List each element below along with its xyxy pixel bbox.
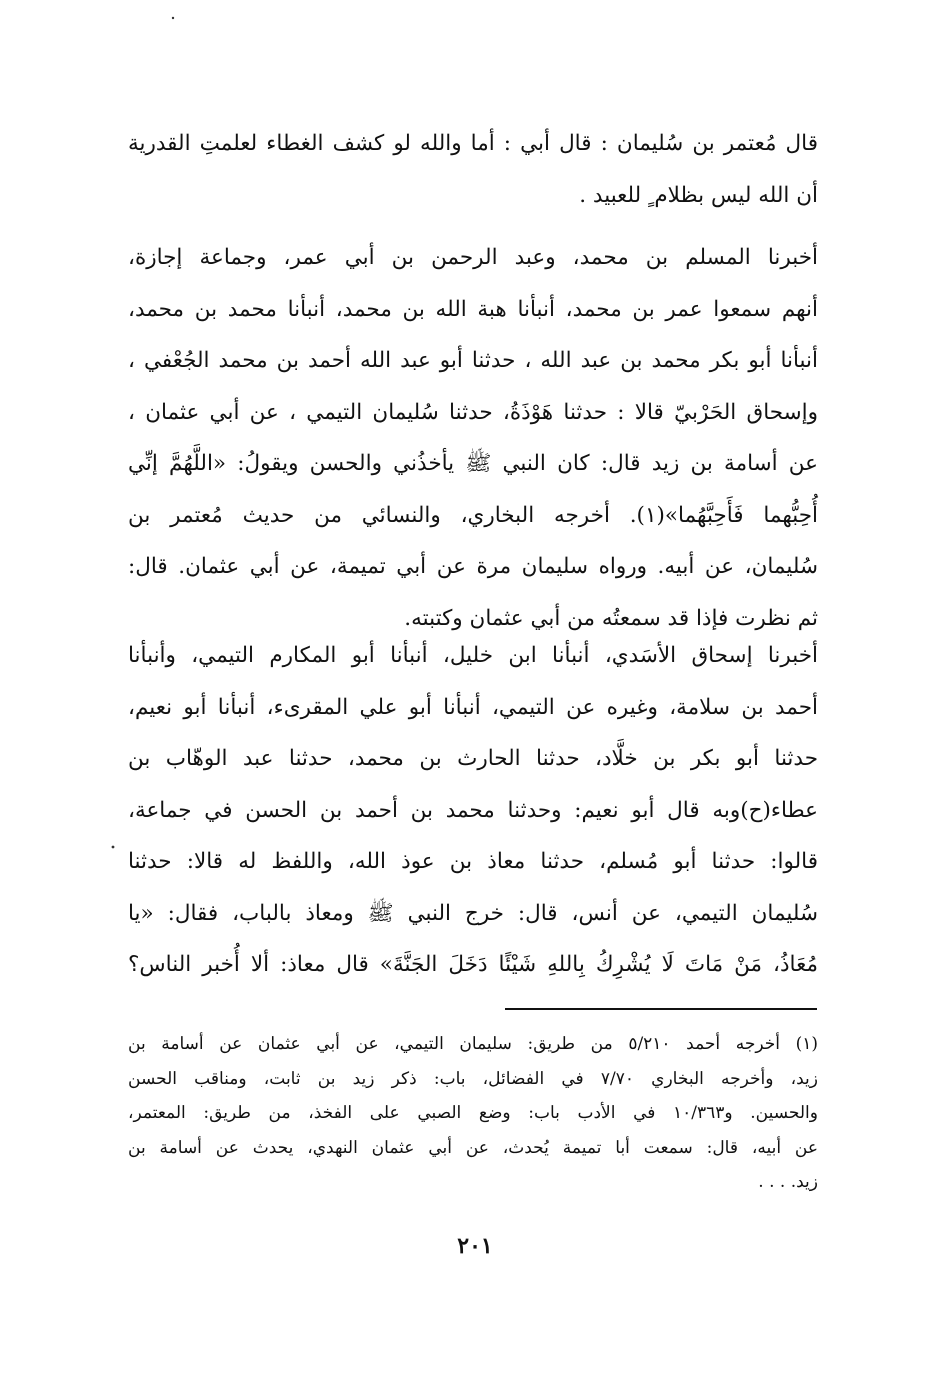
text-line: ثم نظرت فإذا قد سمعتُه من أبي عثمان وكتبته. (404, 605, 818, 631)
footnote-line: والحسين. و١٠/٣٦٣ في الأدب باب: وضع الصبي على الفخذ، من طريق: المعتمر، (128, 1103, 818, 1123)
speck (172, 17, 174, 19)
text-line: أن الله ليس بظلام ٍ للعبيد . (579, 182, 818, 208)
text-line: مُعَاذُ، مَنْ مَاتَ لَا يُشْرِكُ بِاللهِ شَيْئًا دَخَلَ الجَنَّةَ» قال معاذ: ألا أُخبر الناس؟ (128, 952, 818, 977)
text-line: سُليمان التيمي، عن أنس، قال: خرج النبي ﷺ ومعاذ بالباب، فقال: «يا (128, 900, 818, 926)
text-line: حدثنا أبو بكر بن خلَّاد، حدثنا الحارث بن محمد، حدثنا عبد الوهّاب بن (128, 746, 818, 771)
text-line: أحمد بن سلامة، وغيره عن التيمي، أنبأنا أبو علي المقرىء، أنبأنا أبو نعيم، (128, 694, 818, 720)
text-line: عطاء(ح)وبه قال أبو نعيم: وحدثنا محمد بن أحمد بن الحسن في جماعة، (128, 797, 818, 823)
footnote-line: زيد. . . . (758, 1172, 818, 1192)
text-line: وإسحاق الحَرْبيّ قالا : حدثنا هَوْذَةُ، حدثنا سُليمان التيمي ، عن أبي عثمان ، (128, 399, 818, 425)
text-line: أنبأنا أبو بكر محمد بن عبد الله ، حدثنا أبو عبد الله أحمد بن محمد الجُعْفي ، (128, 348, 818, 373)
text-line: أخبرنا إسحاق الأسَدي، أنبأنا ابن خليل، أنبأنا أبو المكارم التيمي، وأنبأنا (128, 643, 818, 668)
text-line: أُحِبُّهما فَأَحِبَّهُما»(١). أخرجه البخاري، والنسائي من حديث مُعتمر بن (128, 502, 818, 528)
text-line: سُليمان، عن أبيه. ورواه سليمان مرة عن أبي تميمة، عن أبي عثمان. قال: (128, 554, 818, 579)
footnote-line: زيد، وأخرجه البخاري ٧/٧٠ في الفضائل، باب: ذكر زيد بن ثابت، ومناقب الحسن (128, 1068, 819, 1089)
text-line: أنهم سمعوا عمر بن محمد، أنبأنا هبة الله بن محمد، أنبأنا محمد بن محمد، (128, 296, 818, 322)
text-line: قال مُعتمر بن سُليمان : قال أبي : أما والله لو كشف الغطاء لعلمتِ القدرية (128, 131, 818, 156)
text-line: عن أسامة بن زيد قال: كان النبي ﷺ يأخذُني والحسن ويقولُ: «اللَّهُمَّ إنِّي (128, 451, 818, 476)
text-line: قالوا: حدثنا أبو مُسلم، حدثنا معاذ بن عوذ الله، واللفظ له قالا: حدثنا (128, 849, 818, 874)
footnote-line: عن أبيه، قال: سمعت أبا تميمة يُحدث، عن أبي عثمان النهدي، يحدث عن أسامة بن (128, 1137, 818, 1158)
footnote-line: (١) أخرجه أحمد ٥/٢١٠ من طريق: سليمان التيمي، عن أبي عثمان عن أسامة بن (128, 1034, 819, 1054)
text-line: أخبرنا المسلم بن محمد، وعبد الرحمن بن أبي عمر، وجماعة إجازة، (128, 245, 818, 270)
page-number: ٢٠١ (457, 1233, 493, 1259)
speck (112, 846, 115, 849)
